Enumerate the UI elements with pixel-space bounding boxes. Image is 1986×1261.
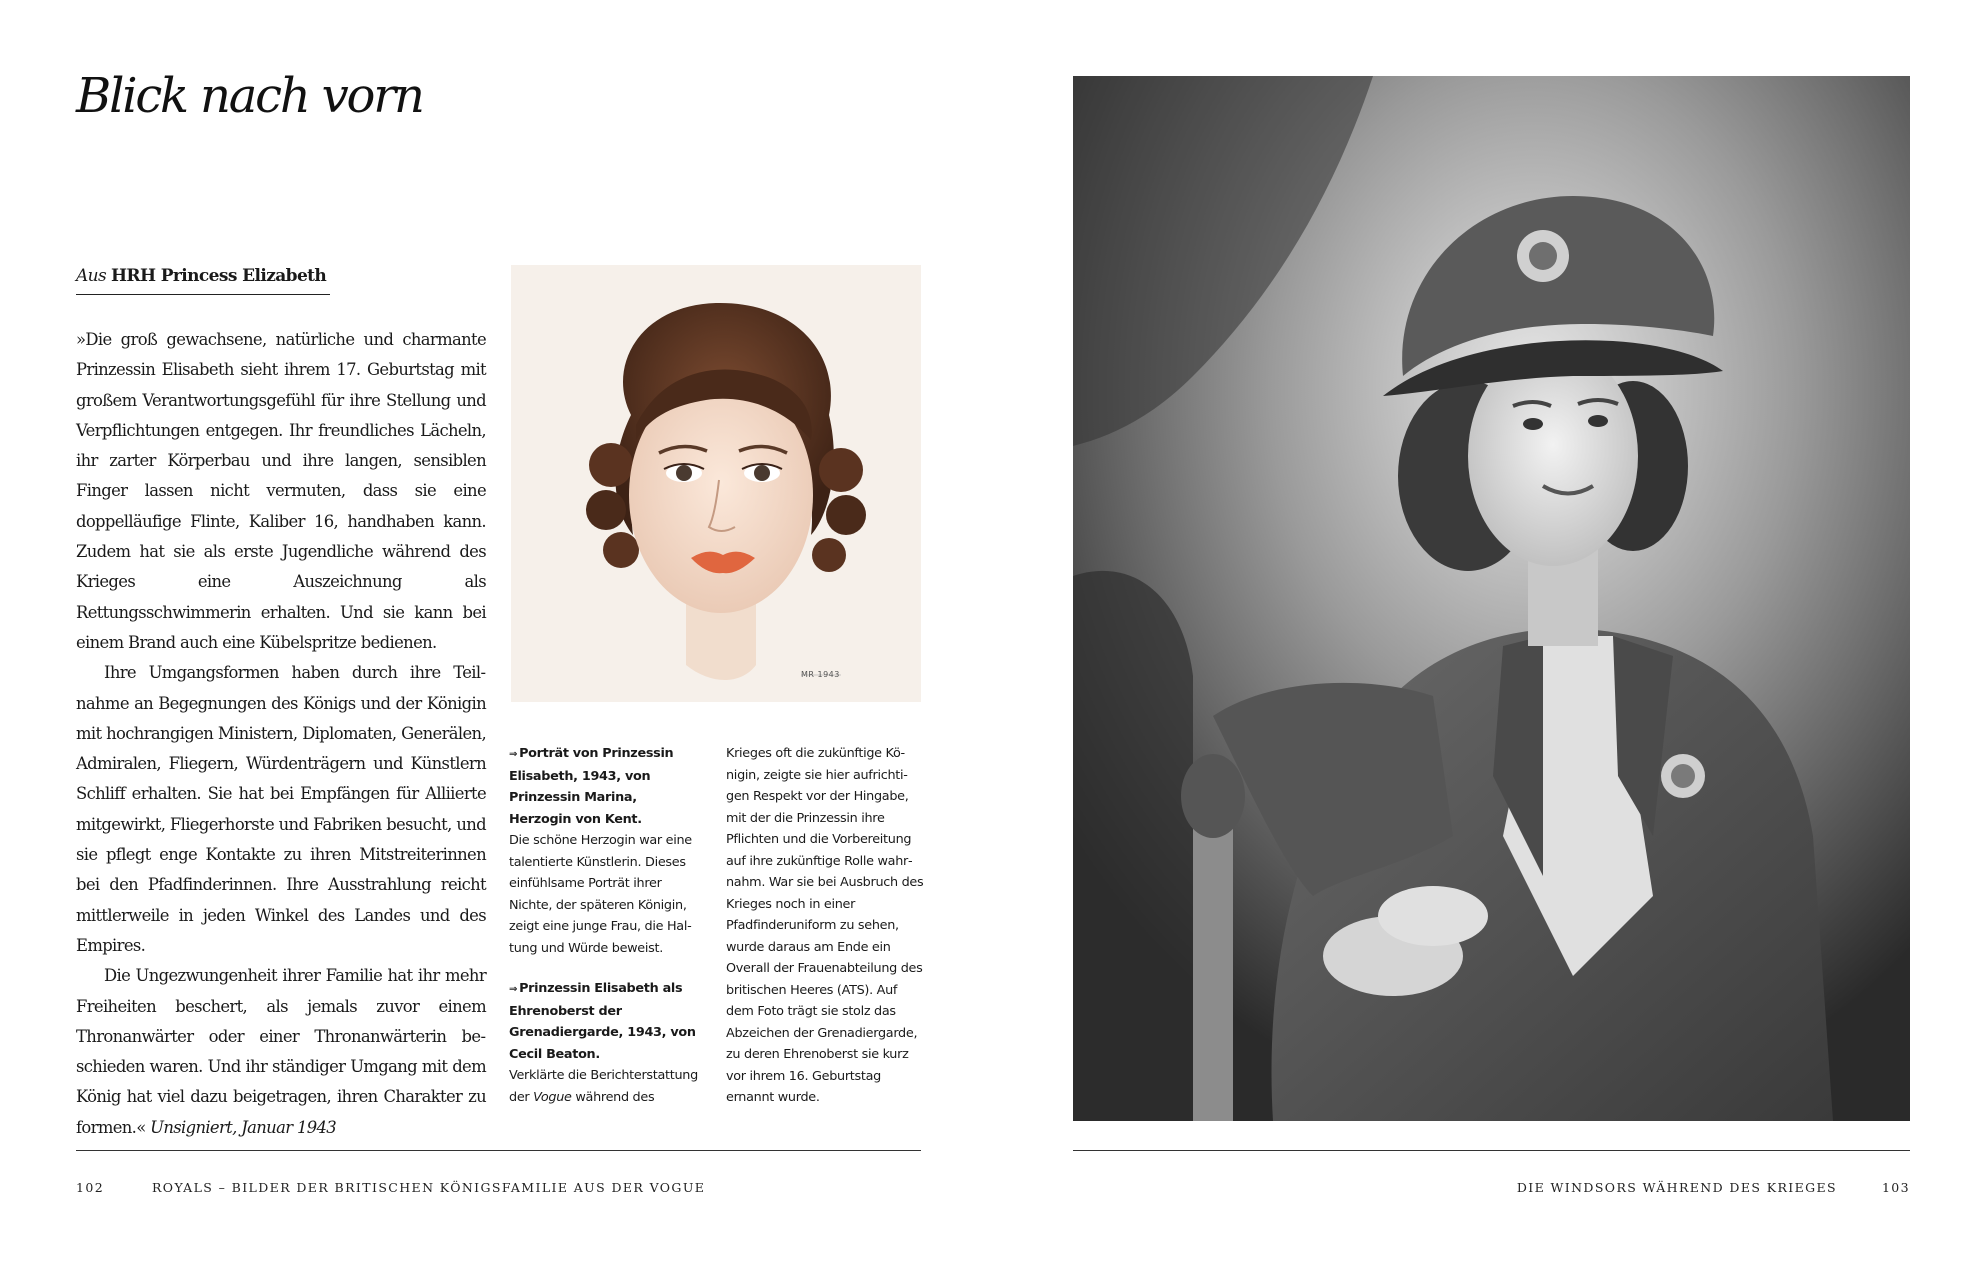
footer-rule-right <box>1073 1150 1910 1151</box>
article-body <box>76 325 486 1143</box>
page-number-right: 103 <box>1881 1180 1910 1195</box>
painting-signature: MR 1943 <box>801 670 840 679</box>
beaton-photograph-illustration <box>1073 76 1910 1121</box>
source-prefix: Aus <box>76 266 107 286</box>
arrow-right-icon: ⇒ <box>509 984 518 995</box>
caption-photo-continuation: Krieges oft die zukünftige Königin, zeigte sie hier aufrichtigen Respekt vor der Hingabe, mit der die Prinzessin ihre Pflichten und die Vorbereitung auf ihre zukünftige Rolle wahrnahm. War sie bei Ausbruch des Krieges noch in einer Pfadfinderuniform zu sehen, wurde daraus am Ende ein Overall der Frauenabteilung des britischen Heeres (ATS). Auf dem Foto trägt sie stolz das Abzeichen der Grenadiergarde, zu deren Ehrenoberst sie kurz vor ihrem 16. Geburtstag ernannt wurde. <box>726 746 924 1105</box>
caption-photo-text-end: während des <box>575 1089 655 1105</box>
caption-photo-title: Prinzessin Elisabeth als Ehrenoberst der Grenadiergarde, 1943, von Cecil Beaton. <box>509 981 696 1062</box>
page-number-left: 102 <box>76 1180 105 1195</box>
body-paragraph-2: Ihre Umgangsformen haben durch ihre Teilnahme an Begegnungen des Königs und der Königin mit hochrangigen Ministern, Diplomaten, Generälen, Admiralen, Fliegern, Würdenträgern und Künstlern Schliff erhalten. Sie hat bei Empfängen für Alliierte mitgewirkt, Fliegerhorste und Fabriken besucht, und sie pflegt enge Kontakte zu ihren Mitstreiterinnen bei den Pfadfinderinnen. Ihre Ausstrahlung reicht mittlerweile in jeden Winkel des Landes und des Empires. <box>76 663 486 955</box>
running-footer-left: ROYALS – BILDER DER BRITISCHEN KÖNIGSFAMILIE AUS DER VOGUE <box>152 1180 706 1195</box>
source-heading <box>76 266 330 295</box>
caption-photo-magazine: Vogue <box>533 1089 572 1105</box>
right-page <box>993 0 1986 1261</box>
caption-painting-text: Die schöne Herzogin war eine talentierte Künstlerin. Dieses einfühlsame Porträt ihrer Nichte, der späteren Königin, zeigt eine junge Frau, die Haltung und Würde beweist. <box>509 833 692 956</box>
portrait-painting-illustration <box>511 265 921 702</box>
body-paragraph-3: Die Ungezwungenheit ihrer Familie hat ihr mehr Freiheiten beschert, als jemals zuvor einem Thronanwärter oder einer Thronanwärterin beschieden waren. Und ihr ständiger Umgang mit dem König hat viel dazu beigetragen, ihren Charakter zu formen.« <box>76 966 486 1137</box>
footer-rule-left <box>76 1150 921 1151</box>
beaton-photograph-image <box>1073 76 1910 1121</box>
body-paragraph-3-wrap <box>76 961 486 1143</box>
caption-photo-continued <box>726 743 926 1109</box>
portrait-painting-image <box>511 265 921 702</box>
source-title: HRH Princess Elizabeth <box>110 266 327 286</box>
body-paragraph-1: »Die groß gewachsene, natürliche und charmante Prinzessin Elisabeth sieht ihrem 17. Geburtstag mit großem Verantwortungsgefühl für ihre Stellung und Verpflichtungen entgegen. Ihr freundliches Lächeln, ihr zarter Körperbau und ihre langen, sensiblen Finger lassen nicht vermuten, dass sie eine doppelläufige Flinte, Kaliber 16, handhaben kann. Zudem hat sie als erste Jugendliche während des Krieges eine Auszeichnung als Rettungsschwimmerin erhalten. Und sie kann bei einem Brand auch eine Kübelspritze bedienen. <box>76 330 486 652</box>
arrow-right-icon: ⇒ <box>509 749 518 760</box>
caption-painting-title: Porträt von Prinzessin Elisabeth, 1943, von Prinzessin Marina, Herzogin von Kent. <box>509 746 674 827</box>
running-footer-right: DIE WINDSORS WÄHREND DES KRIEGES <box>1516 1180 1837 1195</box>
caption-photo-text-start: Verklärte die Berichterstattung der <box>509 1068 698 1105</box>
caption-painting <box>509 743 699 1108</box>
article-signature: Unsigniert, Januar 1943 <box>150 1117 337 1137</box>
page-title: Blick nach vorn <box>76 68 423 124</box>
